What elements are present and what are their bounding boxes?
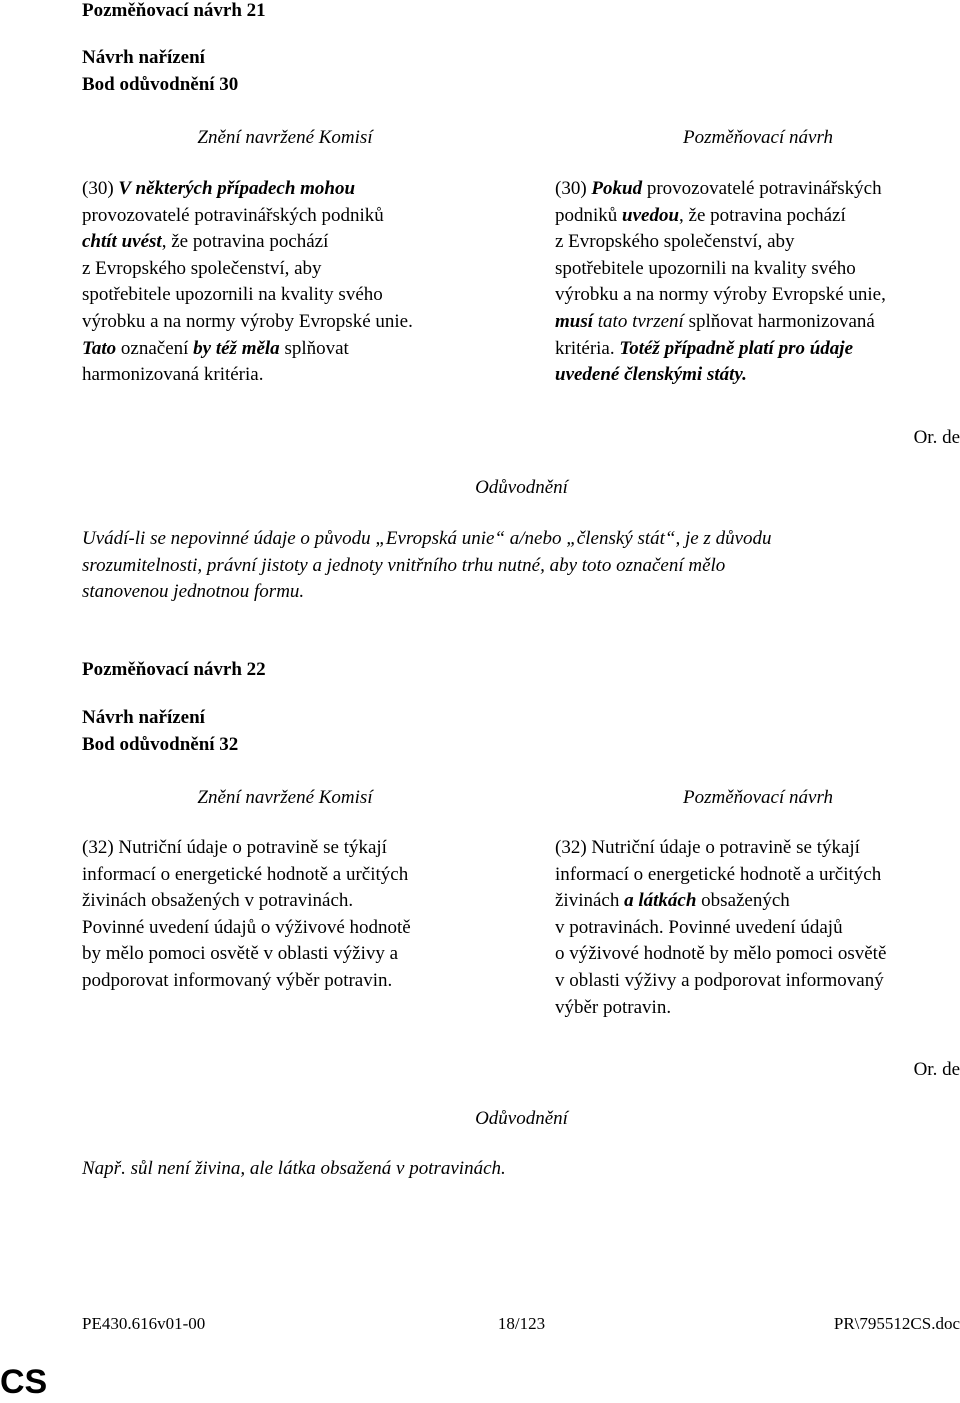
text-line: informací o energetické hodnotě a určitých xyxy=(82,863,409,885)
text-line: Povinné uvedení údajů o výživové hodnotě xyxy=(82,916,411,938)
text-line: (32) Nutriční údaje o potravině se týkají xyxy=(555,837,860,858)
text-line: spotřebitele upozornili na kvality svého xyxy=(82,284,383,306)
text-line: z Evropského společenství, aby xyxy=(82,257,322,279)
original-language: Or. de xyxy=(913,1059,960,1080)
text-line: v potravinách. Povinné uvedení údajů xyxy=(555,916,843,938)
text-line: (30) V některých případech mohou xyxy=(82,178,356,199)
document-type: Návrh nařízení xyxy=(82,707,205,728)
text-line: by mělo pomoci osvětě v oblasti výživy a xyxy=(82,943,399,965)
text-line: stanovenou jednotnou formu. xyxy=(82,581,305,603)
column-header-commission: Znění navržené Komisí xyxy=(197,787,373,808)
amendment-text xyxy=(555,176,886,389)
text-line: z Evropského společenství, aby xyxy=(555,231,795,253)
justification-heading: Odůvodnění xyxy=(475,477,568,498)
commission-text xyxy=(82,835,411,995)
justification-text xyxy=(82,1156,506,1183)
text-line: živinách a látkách obsažených xyxy=(555,890,790,912)
text-line: harmonizovaná kritéria. xyxy=(82,364,264,386)
text-line: o výživové hodnotě by mělo pomoci osvětě xyxy=(555,943,887,965)
amendment-title: Pozměňovací návrh 22 xyxy=(82,659,266,680)
commission-text xyxy=(82,176,413,389)
text-line: informací o energetické hodnotě a určitých xyxy=(555,863,882,885)
text-line: podniků uvedou, že potravina pochází xyxy=(555,204,846,226)
text-line: spotřebitele upozornili na kvality svého xyxy=(555,257,856,279)
original-language: Or. de xyxy=(913,427,960,448)
text-line: provozovatelé potravinářských podniků xyxy=(82,204,384,226)
text-line: musí tato tvrzení splňovat harmonizovaná xyxy=(555,310,875,332)
justification-text xyxy=(82,526,772,606)
recital-reference: Bod odůvodnění 32 xyxy=(82,734,239,755)
amendment-title: Pozměňovací návrh 21 xyxy=(82,0,266,21)
text-line: podporovat informovaný výběr potravin. xyxy=(82,969,393,991)
document-reference: PE430.616v01-00 xyxy=(82,1314,206,1333)
text-line: (32) Nutriční údaje o potravině se týkají xyxy=(82,837,387,858)
column-header-amendment: Pozměňovací návrh xyxy=(682,127,834,148)
text-line: živinách obsažených v potravinách. xyxy=(82,890,354,912)
text-line: uvedené členskými státy. xyxy=(555,364,747,386)
text-line: (30) Pokud provozovatelé potravinářských xyxy=(555,178,882,199)
text-line: výrobku a na normy výroby Evropské unie. xyxy=(82,310,413,332)
file-name: PR\795512CS.doc xyxy=(833,1314,960,1333)
page-number: 18/123 xyxy=(497,1314,546,1333)
text-line: v oblasti výživy a podporovat informovaný xyxy=(555,969,884,991)
text-line: výběr potravin. xyxy=(555,996,672,1018)
document-type: Návrh nařízení xyxy=(82,47,205,68)
amendment-text xyxy=(555,835,886,1021)
text-line: Např. sůl není živina, ale látka obsažená v potravinách. xyxy=(82,1158,506,1179)
language-code: CS xyxy=(0,1363,48,1401)
text-line: Uvádí-li se nepovinné údaje o původu „Evropská unie“ a/nebo „členský stát“, je z důvodu xyxy=(82,528,772,549)
text-line: Tato označení by též měla splňovat xyxy=(82,337,349,359)
recital-reference: Bod odůvodnění 30 xyxy=(82,74,239,95)
justification-heading: Odůvodnění xyxy=(475,1108,568,1129)
text-line: chtít uvést, že potravina pochází xyxy=(82,231,329,253)
text-line: srozumitelnosti, právní jistoty a jednoty vnitřního trhu nutné, aby toto označení mělo xyxy=(82,554,726,576)
column-header-commission: Znění navržené Komisí xyxy=(197,127,373,148)
text-line: výrobku a na normy výroby Evropské unie, xyxy=(555,284,886,306)
column-header-amendment: Pozměňovací návrh xyxy=(682,787,834,808)
text-line: kritéria. Totéž případně platí pro údaje xyxy=(555,337,854,359)
